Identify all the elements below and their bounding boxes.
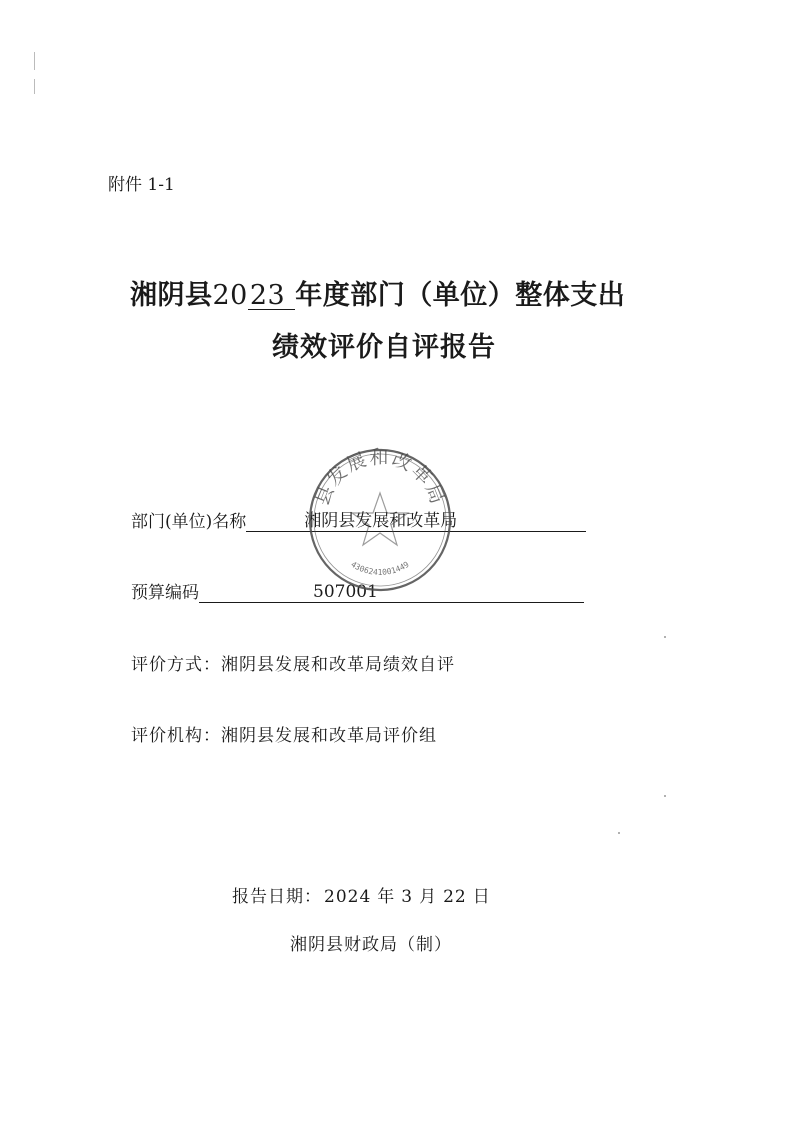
report-date-year: 2024 <box>324 887 372 907</box>
report-date <box>232 882 497 907</box>
report-title-line2: 绩效评价自评报告 <box>272 332 496 363</box>
scan-speck <box>618 832 620 834</box>
scan-speck <box>664 636 666 638</box>
title-line1-rest: 年度部门（单位）整体支出 <box>295 280 626 311</box>
evaluation-org-value: 湘阴县发展和改革局评价组 <box>221 726 437 746</box>
evaluation-org-label: 评价机构： <box>131 726 221 746</box>
issuer: 湘阴县财政局（制） <box>290 935 452 955</box>
title-year-printed: 20 <box>212 280 248 311</box>
seal-code-text: 4306241001449 <box>349 559 411 577</box>
report-date-day: 22 <box>443 887 467 907</box>
official-seal <box>304 445 458 595</box>
evaluation-method-label: 评价方式： <box>131 655 221 675</box>
attachment-label: 附件 1-1 <box>108 175 175 195</box>
report-title-line1 <box>130 273 625 312</box>
title-prefix: 湘阴县 <box>130 280 213 311</box>
report-date-day-unit: 日 <box>472 887 491 907</box>
report-date-year-unit: 年 <box>377 887 396 907</box>
seal-top-text: 县发展和改革局 <box>311 446 449 509</box>
scan-artifact <box>34 52 35 112</box>
evaluation-org-field <box>131 721 437 746</box>
budget-code-value: 507001 <box>313 582 378 602</box>
evaluation-method-field <box>131 650 455 675</box>
department-name-value: 湘阴县发展和改革局 <box>304 511 458 531</box>
title-year-filled: 23 <box>248 283 295 310</box>
evaluation-method-value: 湘阴县发展和改革局绩效自评 <box>221 655 455 675</box>
budget-code-label: 预算编码 <box>131 583 199 603</box>
report-date-month-unit: 月 <box>419 887 438 907</box>
scan-speck <box>664 795 666 797</box>
report-date-month: 3 <box>401 887 414 907</box>
department-name-label: 部门(单位)名称 <box>131 512 247 532</box>
report-date-label: 报告日期： <box>232 887 322 907</box>
